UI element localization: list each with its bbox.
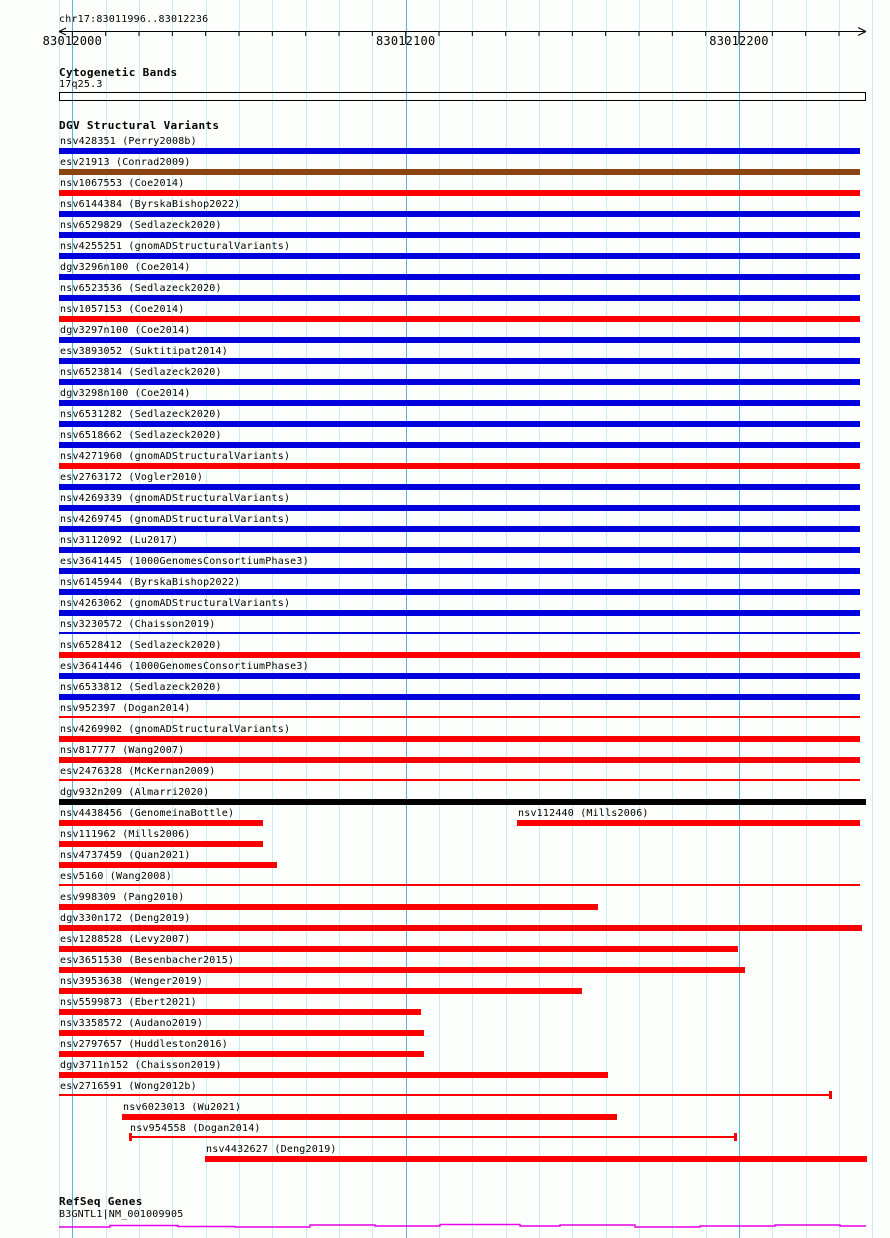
variant-bar[interactable]	[59, 862, 277, 868]
variant-label[interactable]: nsv6145944 (ByrskaBishop2022)	[60, 577, 241, 588]
variant-label[interactable]: esv3641445 (1000GenomesConsortiumPhase3)	[60, 556, 309, 567]
variant-line[interactable]	[59, 884, 860, 886]
variant-bar[interactable]	[59, 652, 860, 658]
refseq-track-header: RefSeq Genes	[59, 1195, 143, 1208]
variant-bar[interactable]	[59, 568, 860, 574]
minor-gridline	[606, 0, 607, 1238]
variant-bar[interactable]	[59, 925, 862, 931]
variant-bar[interactable]	[59, 274, 860, 280]
minor-gridline	[772, 0, 773, 1238]
variant-bar[interactable]	[59, 694, 860, 700]
ruler-tick-label: 83012000	[42, 34, 102, 48]
variant-label[interactable]: esv3893052 (Suktitipat2014)	[60, 346, 228, 357]
minor-gridline	[439, 0, 440, 1238]
variant-bar[interactable]	[59, 547, 860, 553]
variant-endcap[interactable]	[129, 1133, 132, 1141]
variant-label[interactable]: nsv3112092 (Lu2017)	[60, 535, 179, 546]
variant-label[interactable]: nsv6528412 (Sedlazeck2020)	[60, 640, 222, 651]
variant-label[interactable]: nsv4438456 (GenomeinaBottle)	[60, 808, 235, 819]
variant-bar[interactable]	[205, 1156, 867, 1162]
variant-bar[interactable]	[59, 379, 860, 385]
variant-label[interactable]: nsv4255251 (gnomADStructuralVariants)	[60, 241, 291, 252]
minor-gridline	[539, 0, 540, 1238]
variant-label[interactable]: esv3641446 (1000GenomesConsortiumPhase3)	[60, 661, 309, 672]
variant-label[interactable]: nsv952397 (Dogan2014)	[60, 703, 191, 714]
variant-bar[interactable]	[59, 1009, 421, 1015]
variant-label[interactable]: esv2716591 (Wong2012b)	[60, 1081, 197, 1092]
variant-bar[interactable]	[59, 1072, 608, 1078]
variant-bar[interactable]	[59, 946, 738, 952]
variant-label[interactable]: dgv932n209 (Almarri2020)	[60, 787, 210, 798]
cytoband-label: 17q25.3	[59, 79, 103, 90]
dgv-track-header: DGV Structural Variants	[59, 119, 220, 132]
variant-label[interactable]: esv5160 (Wang2008)	[60, 871, 172, 882]
variant-label[interactable]: nsv954558 (Dogan2014)	[130, 1123, 261, 1134]
variant-bar[interactable]	[59, 673, 860, 679]
variant-label[interactable]: nsv817777 (Wang2007)	[60, 745, 185, 756]
variant-bar[interactable]	[59, 610, 860, 616]
variant-bar[interactable]	[59, 253, 860, 259]
variant-label[interactable]: nsv3230572 (Chaisson2019)	[60, 619, 216, 630]
ruler-tick-label: 83012100	[375, 34, 436, 48]
variant-line[interactable]	[129, 1136, 737, 1138]
variant-label[interactable]: nsv4269339 (gnomADStructuralVariants)	[60, 493, 291, 504]
page-title: chr17:83011996..83012236	[59, 14, 209, 25]
variant-label[interactable]: nsv4432627 (Deng2019)	[206, 1144, 337, 1155]
variant-bar[interactable]	[59, 589, 860, 595]
variant-bar[interactable]	[59, 463, 860, 469]
variant-label[interactable]: esv2476328 (McKernan2009)	[60, 766, 216, 777]
variant-label[interactable]: esv1288528 (Levy2007)	[60, 934, 191, 945]
variant-label[interactable]: nsv6023013 (Wu2021)	[123, 1102, 242, 1113]
minor-gridline	[639, 0, 640, 1238]
variant-label[interactable]: nsv3358572 (Audano2019)	[60, 1018, 204, 1029]
variant-bar[interactable]	[59, 442, 860, 448]
variant-label[interactable]: nsv6518662 (Sedlazeck2020)	[60, 430, 222, 441]
cytoband-track-header: Cytogenetic Bands	[59, 66, 178, 79]
variant-line[interactable]	[59, 716, 860, 718]
minor-gridline	[806, 0, 807, 1238]
variant-bar[interactable]	[59, 757, 860, 763]
variant-bar[interactable]	[59, 295, 860, 301]
variant-label[interactable]: nsv6144384 (ByrskaBishop2022)	[60, 199, 241, 210]
variant-bar[interactable]	[59, 988, 582, 994]
variant-bar[interactable]	[59, 358, 860, 364]
minor-gridline	[706, 0, 707, 1238]
variant-bar[interactable]	[59, 967, 745, 973]
variant-label[interactable]: nsv428351 (Perry2008b)	[60, 136, 197, 147]
variant-label[interactable]: nsv4269902 (gnomADStructuralVariants)	[60, 724, 291, 735]
variant-label[interactable]: nsv6533812 (Sedlazeck2020)	[60, 682, 222, 693]
variant-bar[interactable]	[59, 736, 860, 742]
variant-label[interactable]: nsv6529829 (Sedlazeck2020)	[60, 220, 222, 231]
minor-gridline	[472, 0, 473, 1238]
variant-label[interactable]: nsv111962 (Mills2006)	[60, 829, 191, 840]
variant-bar[interactable]	[59, 799, 866, 805]
variant-bar[interactable]	[59, 484, 860, 490]
minor-gridline	[572, 0, 573, 1238]
major-gridline	[739, 0, 740, 1238]
variant-label[interactable]: nsv6531282 (Sedlazeck2020)	[60, 409, 222, 420]
variant-bar[interactable]	[59, 526, 860, 532]
variant-label[interactable]: dgv330n172 (Deng2019)	[60, 913, 191, 924]
variant-bar[interactable]	[59, 400, 860, 406]
variant-label[interactable]: esv3651530 (Besenbacher2015)	[60, 955, 235, 966]
variant-bar[interactable]	[59, 316, 860, 322]
variant-bar[interactable]	[59, 211, 860, 217]
variant-endcap[interactable]	[734, 1133, 737, 1141]
variant-bar[interactable]	[59, 169, 860, 175]
variant-bar[interactable]	[59, 1030, 424, 1036]
variant-label[interactable]: nsv1067553 (Coe2014)	[60, 178, 185, 189]
refseq-gene-label[interactable]: B3GNTL1|NM_001009905	[59, 1209, 184, 1220]
variant-label[interactable]: nsv4269745 (gnomADStructuralVariants)	[60, 514, 291, 525]
variant-label[interactable]: esv21913 (Conrad2009)	[60, 157, 191, 168]
variant-bar[interactable]	[59, 337, 860, 343]
variant-label[interactable]: esv998309 (Pang2010)	[60, 892, 185, 903]
cytoband-box[interactable]	[59, 92, 866, 101]
variant-bar[interactable]	[59, 148, 860, 154]
variant-label[interactable]: nsv2797657 (Huddleston2016)	[60, 1039, 228, 1050]
variant-label[interactable]: dgv3711n152 (Chaisson2019)	[60, 1060, 222, 1071]
variant-bar[interactable]	[517, 820, 860, 826]
variant-bar[interactable]	[59, 841, 263, 847]
variant-line[interactable]	[59, 1094, 832, 1096]
variant-endcap[interactable]	[829, 1091, 832, 1099]
variant-label[interactable]: nsv4263062 (gnomADStructuralVariants)	[60, 598, 291, 609]
variant-label[interactable]: nsv4737459 (Quan2021)	[60, 850, 191, 861]
variant-label[interactable]: nsv6523814 (Sedlazeck2020)	[60, 367, 222, 378]
ruler-tick-label: 83012200	[709, 34, 769, 48]
variant-label[interactable]: dgv3297n100 (Coe2014)	[60, 325, 191, 336]
variant-label[interactable]: nsv4271960 (gnomADStructuralVariants)	[60, 451, 291, 462]
variant-label[interactable]: nsv1057153 (Coe2014)	[60, 304, 185, 315]
variant-bar[interactable]	[59, 1051, 424, 1057]
variant-line[interactable]	[59, 779, 860, 781]
variant-label[interactable]: nsv5599873 (Ebert2021)	[60, 997, 197, 1008]
minor-gridline	[839, 0, 840, 1238]
variant-bar[interactable]	[59, 232, 860, 238]
variant-bar[interactable]	[59, 505, 860, 511]
variant-bar[interactable]	[59, 820, 263, 826]
variant-bar[interactable]	[122, 1114, 617, 1120]
minor-gridline	[672, 0, 673, 1238]
variant-label[interactable]: dgv3296n100 (Coe2014)	[60, 262, 191, 273]
variant-label[interactable]: esv2763172 (Vogler2010)	[60, 472, 204, 483]
variant-bar[interactable]	[59, 190, 860, 196]
refseq-gene-line[interactable]	[0, 1218, 890, 1234]
variant-label[interactable]: nsv112440 (Mills2006)	[518, 808, 649, 819]
variant-label[interactable]: nsv3953638 (Wenger2019)	[60, 976, 204, 987]
variant-bar[interactable]	[59, 904, 598, 910]
variant-label[interactable]: dgv3298n100 (Coe2014)	[60, 388, 191, 399]
minor-gridline	[872, 0, 873, 1238]
minor-gridline	[506, 0, 507, 1238]
variant-line[interactable]	[59, 632, 860, 634]
variant-label[interactable]: nsv6523536 (Sedlazeck2020)	[60, 283, 222, 294]
variant-bar[interactable]	[59, 421, 860, 427]
